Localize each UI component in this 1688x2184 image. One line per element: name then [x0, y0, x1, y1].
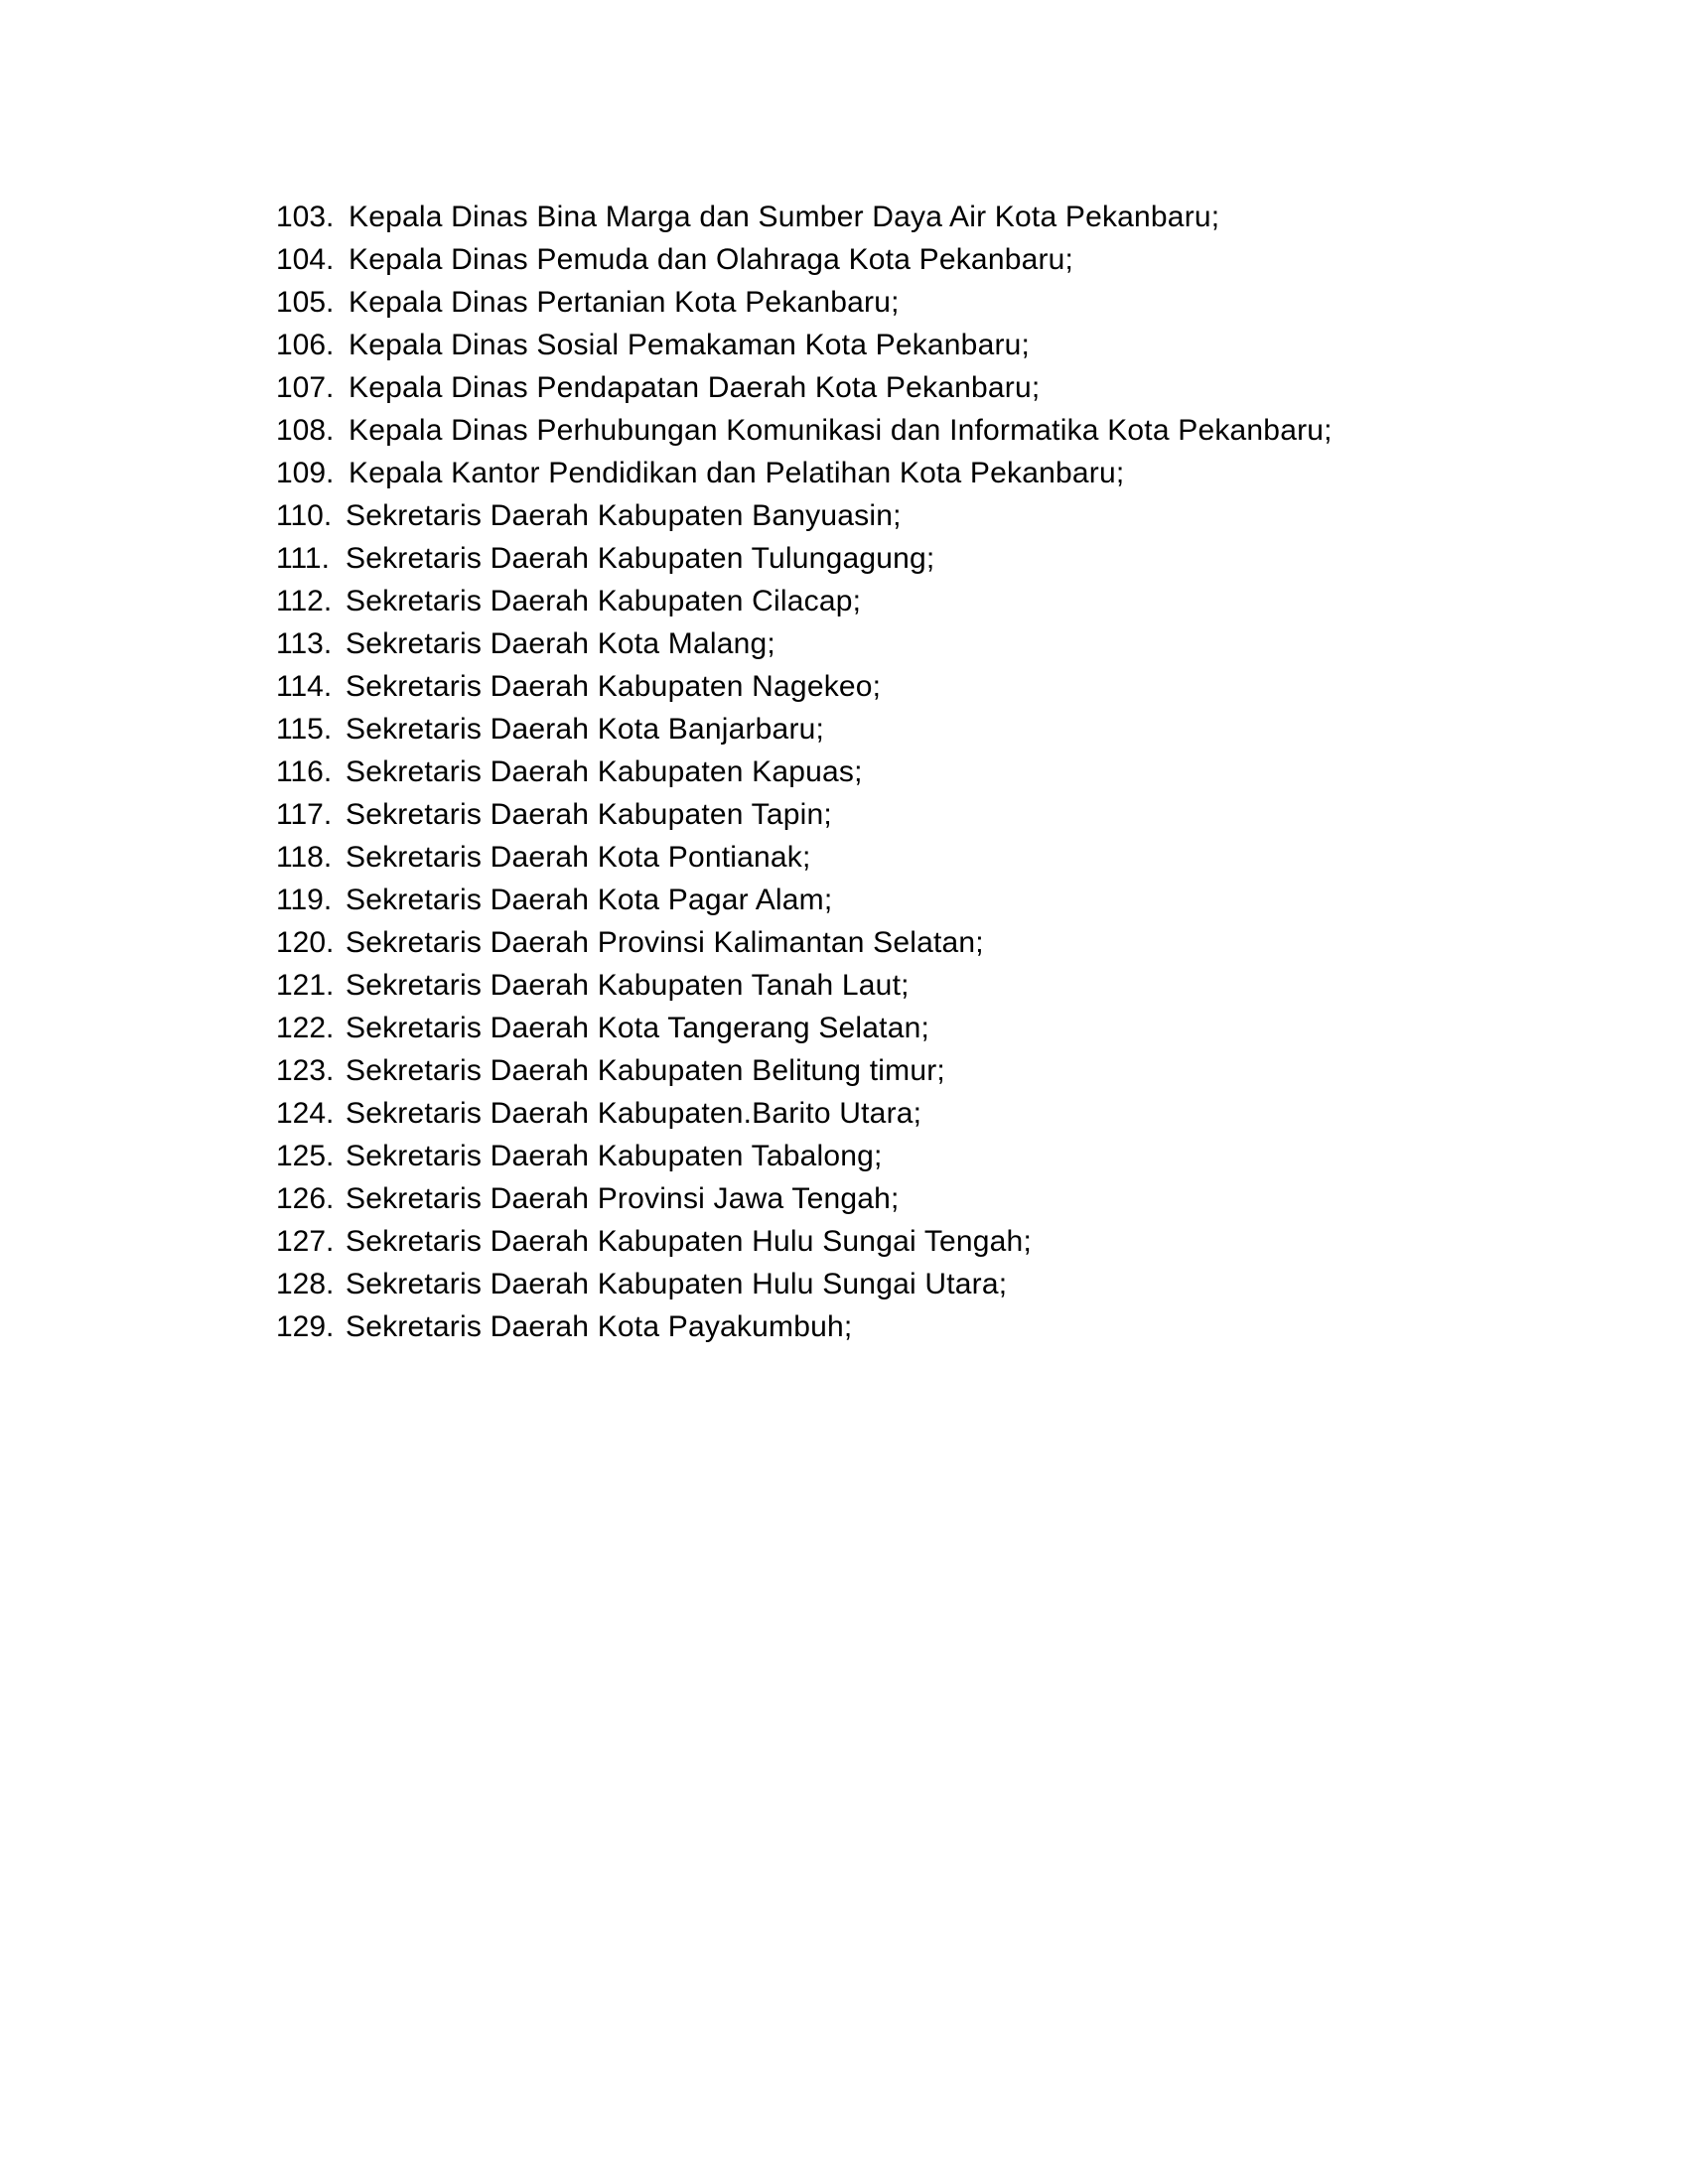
list-item-number: 108. — [276, 414, 335, 447]
list-item — [276, 457, 1468, 499]
list-item — [276, 713, 1468, 755]
list-item-text: Sekretaris Daerah Kabupaten.Barito Utara; — [346, 1097, 922, 1130]
list-item-text: Sekretaris Daerah Kabupaten Tanah Laut; — [346, 969, 910, 1002]
list-item-text: Kepala Dinas Pertanian Kota Pekanbaru; — [349, 286, 900, 319]
list-item-text: Kepala Dinas Sosial Pemakaman Kota Pekanbaru; — [349, 329, 1031, 361]
list-item — [276, 414, 1468, 457]
list-item-text: Sekretaris Daerah Kabupaten Belitung timur; — [346, 1054, 945, 1087]
list-item-text: Sekretaris Daerah Kota Malang; — [346, 627, 775, 660]
list-item-text: Sekretaris Daerah Kota Banjarbaru; — [346, 713, 825, 746]
list-item-number: 129. — [276, 1310, 335, 1343]
list-item-text: Sekretaris Daerah Kota Payakumbuh; — [346, 1310, 853, 1343]
list-item-number: 106. — [276, 329, 335, 361]
list-item-number: 124. — [276, 1097, 335, 1130]
list-item-text: Kepala Dinas Pendapatan Daerah Kota Pekanbaru; — [349, 371, 1041, 404]
list-item-number: 117. — [276, 798, 333, 831]
list-item-text: Kepala Dinas Bina Marga dan Sumber Daya Air Kota Pekanbaru; — [349, 201, 1220, 233]
list-item — [276, 884, 1468, 926]
list-item-text: Sekretaris Daerah Kabupaten Banyuasin; — [346, 499, 902, 532]
list-item — [276, 499, 1468, 542]
list-item — [276, 1225, 1468, 1268]
list-item — [276, 1310, 1468, 1353]
list-item-text: Sekretaris Daerah Kabupaten Tabalong; — [346, 1140, 883, 1172]
list-item-number: 113. — [276, 627, 333, 660]
list-item — [276, 969, 1468, 1012]
list-item — [276, 798, 1468, 841]
list-item-number: 110. — [276, 499, 333, 532]
list-item-text: Sekretaris Daerah Kabupaten Hulu Sungai Utara; — [346, 1268, 1008, 1300]
list-item-number: 123. — [276, 1054, 335, 1087]
list-item — [276, 201, 1468, 243]
list-item — [276, 1182, 1468, 1225]
list-item-number: 116. — [276, 755, 333, 788]
list-item — [276, 371, 1468, 414]
list-item-number: 111. — [276, 542, 330, 575]
list-item-number: 103. — [276, 201, 335, 233]
list-item-number: 128. — [276, 1268, 335, 1300]
list-item-number: 118. — [276, 841, 333, 874]
list-item-number: 109. — [276, 457, 335, 489]
list-item-number: 126. — [276, 1182, 335, 1215]
list-item-number: 114. — [276, 670, 333, 703]
list-item-text: Sekretaris Daerah Provinsi Kalimantan Selatan; — [346, 926, 984, 959]
list-item — [276, 841, 1468, 884]
list-item-text: Sekretaris Daerah Kota Tangerang Selatan; — [346, 1012, 930, 1044]
list-item — [276, 627, 1468, 670]
list-item — [276, 755, 1468, 798]
list-item-number: 115. — [276, 713, 333, 746]
list-item-number: 107. — [276, 371, 335, 404]
list-item-text: Sekretaris Daerah Kabupaten Tulungagung; — [346, 542, 935, 575]
list-item — [276, 1054, 1468, 1097]
list-item-text: Sekretaris Daerah Provinsi Jawa Tengah; — [346, 1182, 900, 1215]
list-item-number: 104. — [276, 243, 335, 276]
list-item-number: 127. — [276, 1225, 335, 1258]
list-item-text: Sekretaris Daerah Kabupaten Kapuas; — [346, 755, 863, 788]
list-item — [276, 1140, 1468, 1182]
list-item-text: Kepala Dinas Perhubungan Komunikasi dan Informatika Kota Pekanbaru; — [349, 414, 1333, 447]
list-item — [276, 286, 1468, 329]
list-item — [276, 542, 1468, 585]
list-item — [276, 1097, 1468, 1140]
list-item-number: 119. — [276, 884, 333, 916]
list-item-number: 125. — [276, 1140, 335, 1172]
list-item-text: Sekretaris Daerah Kota Pagar Alam; — [346, 884, 833, 916]
list-item — [276, 670, 1468, 713]
list-item — [276, 329, 1468, 371]
list-item-number: 121. — [276, 969, 335, 1002]
list-item — [276, 585, 1468, 627]
list-item-text: Sekretaris Daerah Kabupaten Cilacap; — [346, 585, 862, 617]
list-item-number: 112. — [276, 585, 333, 617]
list-item-text: Sekretaris Daerah Kota Pontianak; — [346, 841, 811, 874]
list-item-number: 105. — [276, 286, 335, 319]
list-item — [276, 1012, 1468, 1054]
list-item-number: 122. — [276, 1012, 335, 1044]
list-item-text: Sekretaris Daerah Kabupaten Hulu Sungai Tengah; — [346, 1225, 1032, 1258]
recipient-list — [276, 201, 1468, 1353]
list-item-text: Kepala Dinas Pemuda dan Olahraga Kota Pekanbaru; — [349, 243, 1074, 276]
list-item — [276, 1268, 1468, 1310]
list-item-number: 120. — [276, 926, 335, 959]
list-item-text: Sekretaris Daerah Kabupaten Nagekeo; — [346, 670, 882, 703]
list-item-text: Kepala Kantor Pendidikan dan Pelatihan Kota Pekanbaru; — [349, 457, 1125, 489]
list-item — [276, 926, 1468, 969]
list-item — [276, 243, 1468, 286]
list-item-text: Sekretaris Daerah Kabupaten Tapin; — [346, 798, 832, 831]
